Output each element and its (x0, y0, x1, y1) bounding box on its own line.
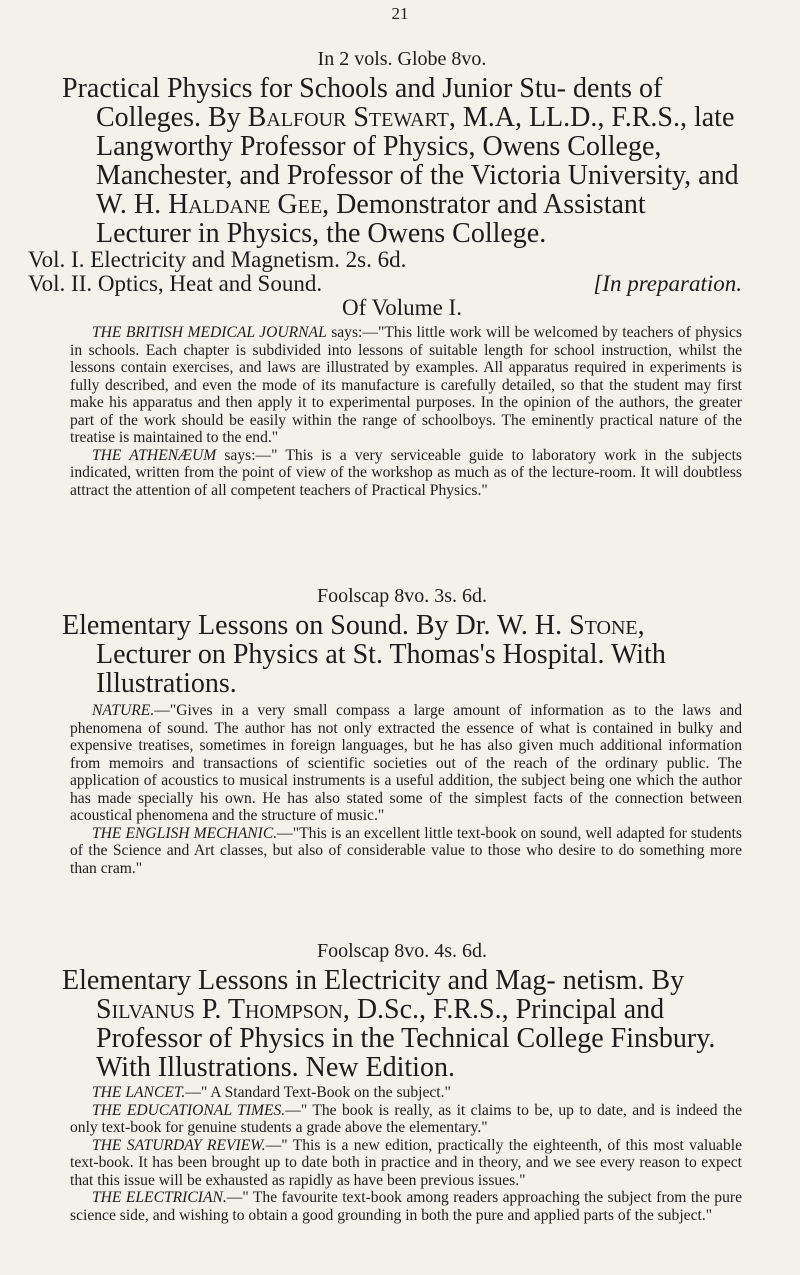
review-source: THE SATURDAY REVIEW. (92, 1136, 266, 1154)
review-source: THE EDUCATIONAL TIMES. (92, 1101, 286, 1119)
section-heading: Of Volume I. (342, 295, 462, 320)
author-name: W. H. Haldane Gee (96, 189, 323, 220)
entry-title: Practical Physics for Schools and Junior Stu- dents of Colleges. By Balfour Stewart, M.A, LL.D., F.R.S., late Langworthy Professor of Physics, Owens College, Manchester, and Professor of the Victoria University, and W. H. Haldane Gee, Demonstrator and Assistant Lecturer in Physics, the Owens College. (62, 73, 739, 249)
entry-format: In 2 vols. Globe 8vo. (317, 48, 487, 70)
review-source: NATURE. (92, 702, 155, 719)
review-quote: THE ELECTRICIAN.—" The favourite text-book among readers approaching the subject from the pure science side, and wishing to obtain a good grounding in both the pure and applied parts of the subject." (70, 1189, 742, 1224)
entry-lessons-on-sound (62, 583, 742, 877)
review-quote: THE SATURDAY REVIEW.—" This is a new edition, practically the eighteenth, of this most valuable text-book. It has been brought up to date both in practice and in theory, and we see every reason to expect that this issue will be exhausted as rapidly as have been previous issues." (70, 1136, 742, 1189)
entry-title: Elementary Lessons on Sound. By Dr. W. H. Stone, Lecturer on Physics at St. Thomas's Hospital. With Illustrations. (62, 610, 666, 699)
author-name: Stone (569, 610, 638, 641)
review-source: THE ELECTRICIAN. (92, 1189, 227, 1206)
review-quote: THE ENGLISH MECHANIC.—"This is an excellent little text-book on sound, well adapted for students of the Science and Art classes, but also of considerable value to those who desire to do something more than cram." (70, 824, 742, 877)
author-name: Balfour Stewart (247, 102, 449, 133)
review-source: THE LANCET. (92, 1084, 186, 1101)
review-quote: THE LANCET.—" A Standard Text-Book on the subject." (92, 1084, 451, 1101)
author-name: Silvanus P. Thompson (96, 994, 343, 1025)
volume-line: Vol. I. Electricity and Magnetism. 2s. 6d. (28, 247, 407, 272)
entry-practical-physics (28, 46, 743, 499)
review-source: THE BRITISH MEDICAL JOURNAL (92, 324, 327, 341)
entry-format: Foolscap 8vo. 4s. 6d. (317, 940, 487, 962)
review-source: THE ATHENÆUM (92, 446, 217, 464)
volume-line: Vol. II. Optics, Heat and Sound. [In preparation. (28, 271, 742, 296)
review-quote: THE BRITISH MEDICAL JOURNAL says:—"This little work will be welcomed by teachers of physics in schools. Each chapter is subdivided into lessons of suitable length for school instruction, whilst the lessons contain exercises, and laws are illustrated by examples. All apparatus required in experiments is fully described, and even the mode of its manufacture is carefully detailed, so that the student may first make his apparatus and then apply it to experimental purposes. In the opinion of the authors, the greater part of the work should be easily within the range of schoolboys. The eminently practical nature of the treatise is maintained to the end." (70, 324, 743, 446)
page-number: 21 (391, 4, 409, 23)
review-quote: THE ATHENÆUM says:—" This is a very serviceable guide to laboratory work in the subjects indicated, written from the point of view of the workshop as much as of the lecture-room. It will doubtless attract the attention of all competent teachers of Practical Physics." (70, 446, 742, 499)
review-quote: NATURE.—"Gives in a very small compass a large amount of information as to the laws and phenomena of sound. The author has not only extracted the essence of what is contained in bulky and expensive treatises, sometimes in foreign languages, but he has also given much additional information from memoirs and transactions of scientific societies out of the reach of the ordinary public. The application of acoustics to musical instruments is a useful addition, the subject being one which the author has made specially his own. He has also stated some of the simplest facts of the connection between acoustical phenomena and the structure of music." (70, 702, 742, 824)
review-quote: THE EDUCATIONAL TIMES.—" The book is really, as it claims to be, up to date, and is indeed the only text-book for genuine students a grade above the elementary." (70, 1101, 743, 1136)
status-note: [In preparation. (593, 271, 742, 296)
entry-format: Foolscap 8vo. 3s. 6d. (317, 585, 487, 607)
entry-electricity-magnetism (62, 938, 742, 1224)
review-source: THE ENGLISH MECHANIC. (92, 824, 278, 842)
entry-title: Elementary Lessons in Electricity and Mag- netism. By Silvanus P. Thompson, D.Sc., F.R.S., Principal and Professor of Physics in the Technical College Finsbury. With Illustrations. New Edition. (62, 965, 716, 1083)
